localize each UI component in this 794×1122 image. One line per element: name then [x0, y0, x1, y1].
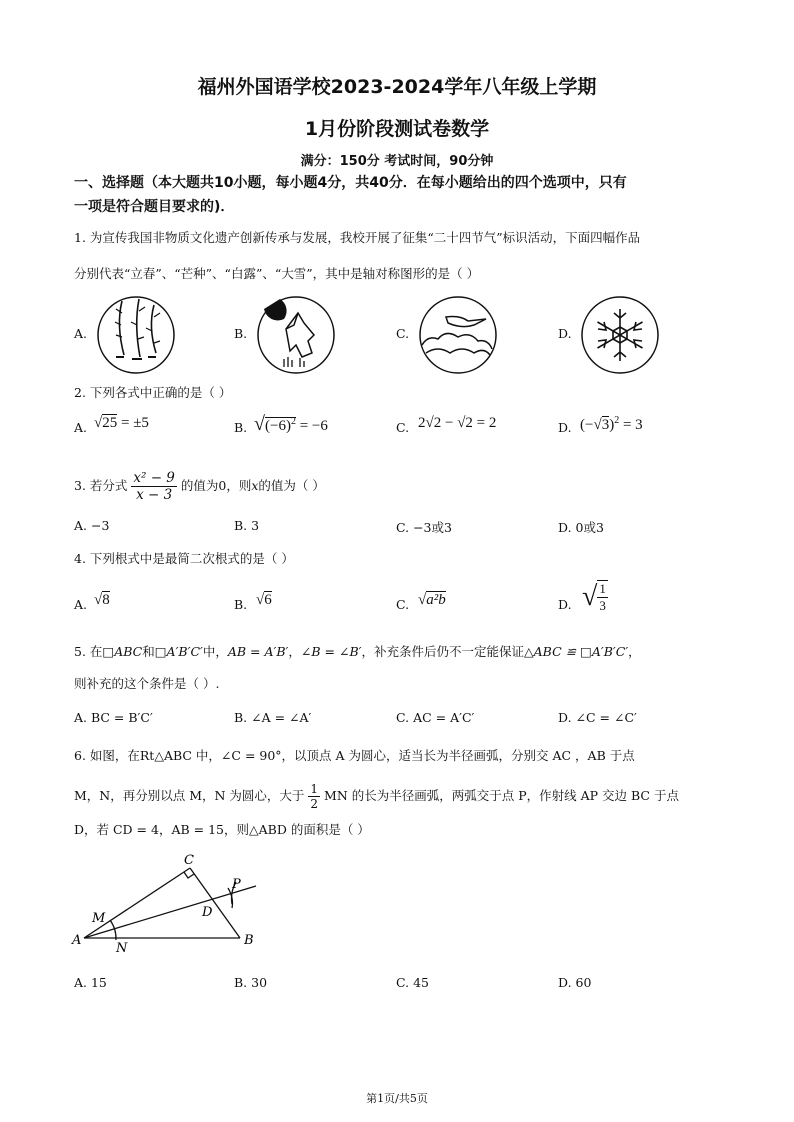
q4-option-b-expr: √6 — [256, 592, 272, 608]
q2-stem: 2. 下列各式中正确的是（ ） — [74, 385, 232, 400]
q2-b-base: (−6) — [264, 418, 291, 434]
q2-d-rhs: = 3 — [622, 417, 643, 433]
q6-option-a: A. 15 — [74, 975, 107, 990]
label-a: A — [72, 933, 82, 948]
q2-option-b-expr — [254, 413, 328, 436]
q6-option-b: B. 30 — [234, 975, 268, 990]
q5-option-b: B. ∠A = ∠A′ — [234, 710, 312, 725]
q3-var: x — [251, 478, 259, 493]
q2-option-d-label: D. — [558, 420, 572, 435]
q5-post: ，补充条件后仍不一定能保证 — [361, 644, 525, 659]
q6-line1: 6. 如图，在Rt△ABC 中，∠C = 90°，以顶点 A 为圆心，适当长为半径画弧，分别交 AC ，AB 于点 — [74, 748, 635, 763]
q1-option-c-image — [416, 295, 500, 375]
q6-line2-post: MN 的长为半径画弧，两弧交于点 P，作射线 AP 交边 BC 于点 — [324, 788, 679, 803]
q4-option-a-label: A. — [74, 597, 88, 612]
exam-subtitle: 1月份阶段测试卷数学 — [304, 118, 490, 140]
q5-cong: △ABC ≌ □A′B′C′ — [524, 644, 629, 659]
q5-line1 — [74, 642, 641, 660]
q6-triangle-figure — [60, 848, 270, 958]
label-b: B — [244, 933, 254, 948]
q5-comma: ， — [288, 644, 301, 659]
q2-a-rhs: = ±5 — [120, 415, 149, 431]
exam-meta: 满分：150分 考试时间，90分钟 — [300, 154, 494, 169]
q4-option-d-label: D. — [558, 597, 572, 612]
q3-stem — [74, 470, 325, 503]
q2-b-radicand — [265, 417, 296, 434]
q2-option-d-expr — [580, 415, 643, 434]
q5-tri2: □A′B′C′ — [154, 644, 203, 659]
label-n: N — [116, 941, 128, 956]
q3-post2: 的值为（ ） — [258, 478, 325, 493]
q1-option-d-label: D. — [558, 326, 572, 341]
q3-option-c: C. −3或3 — [396, 520, 452, 535]
q1-option-a-image — [94, 295, 178, 375]
q2-d-exp: 2 — [614, 415, 620, 426]
q5-mid: 中， — [202, 644, 228, 659]
q2-d-radicand: 3 — [601, 417, 610, 433]
label-c: C — [184, 853, 194, 868]
q4-d-fraction — [597, 580, 608, 614]
q2-d-open: (−√ — [580, 417, 602, 433]
q4-option-b-label: B. — [234, 597, 248, 612]
q6-line2 — [74, 782, 679, 811]
q2-a-radicand: 25 — [102, 415, 118, 431]
section-heading-line1: 一、选择题（本大题共10小题，每小题4分，共40分．在每小题给出的四个选项中，只有 — [74, 175, 627, 191]
right-angle-mark — [184, 872, 194, 878]
q5-and: 和 — [142, 644, 155, 659]
sqrt-symbol: √ — [582, 581, 598, 612]
q2-b-exp: 2 — [290, 416, 296, 427]
q2-option-a-expr — [94, 415, 149, 432]
segment-ac — [84, 868, 190, 938]
label-m: M — [92, 911, 106, 926]
q1-option-b-image — [254, 295, 338, 375]
q6-option-c: C. 45 — [396, 975, 429, 990]
q1-option-b-label: B. — [234, 326, 248, 341]
q4-d-num: 1 — [599, 581, 606, 596]
q5-line2: 则补充的这个条件是（ ）. — [74, 676, 220, 691]
q2-option-a-label: A. — [74, 420, 88, 435]
exam-title: 福州外国语学校2023-2024学年八年级上学期 — [197, 76, 597, 98]
q4-stem: 4. 下列根式中是最简二次根式的是（ ） — [74, 551, 294, 566]
q5-trailing-comma: ， — [628, 644, 641, 659]
q4-a-radicand: 8 — [102, 592, 110, 608]
q2-option-b-label: B. — [234, 420, 248, 435]
q3-option-d: D. 0或3 — [558, 520, 604, 535]
q2-d-close: ) — [609, 417, 615, 433]
q3-fraction — [131, 470, 177, 503]
q3-pre: 3. 若分式 — [74, 478, 128, 493]
q1-option-d-image — [578, 295, 662, 375]
q1-option-c-label: C. — [396, 326, 410, 341]
q2-option-c-label: C. — [396, 420, 410, 435]
q5-pre: 5. 在 — [74, 644, 103, 659]
q2-b-rhs: = −6 — [299, 418, 328, 434]
q3-denominator: x − 3 — [136, 487, 173, 503]
q5-option-c: C. AC = A′C′ — [396, 710, 475, 725]
q6-half-num: 1 — [310, 782, 319, 796]
q4-d-den: 3 — [599, 598, 606, 613]
q5-tri1: □ABC — [102, 644, 143, 659]
q3-post: 的值为0，则 — [180, 478, 252, 493]
q1-line1: 1. 为宣传我国非物质文化遗产创新传承与发展，我校开展了征集“二十四节气”标识活动，下面四幅作品 — [74, 230, 641, 245]
q6-line3: D，若 CD = 4，AB = 15，则△ABD 的面积是（ ） — [74, 822, 370, 837]
q4-c-radicand: a²b — [426, 592, 446, 608]
label-p: P — [232, 877, 241, 892]
q1-option-a-label: A. — [74, 326, 88, 341]
q5-option-d: D. ∠C = ∠C′ — [558, 710, 637, 725]
q3-option-a: A. −3 — [74, 518, 110, 533]
q6-half-fraction — [308, 782, 320, 811]
q3-numerator: x² − 9 — [133, 470, 175, 486]
q6-line2-pre: M，N，再分别以点 M，N 为圆心，大于 — [74, 788, 305, 803]
q3-option-b: B. 3 — [234, 518, 260, 533]
q4-option-c-expr: √a²b — [418, 592, 446, 608]
q1-line2: 分别代表“立春”、“芒种”、“白露”、“大雪”，其中是轴对称图形的是（ ） — [74, 266, 480, 281]
q5-cond2: ∠B = ∠B′ — [300, 644, 362, 659]
page-footer: 第1页/共5页 — [366, 1092, 428, 1105]
q2-option-c-expr: 2√2 − √2 = 2 — [418, 415, 497, 431]
section-heading-line2: 一项是符合题目要求的)． — [74, 199, 235, 215]
sqrt-symbol: √ — [254, 413, 265, 435]
q6-half-den: 2 — [310, 797, 319, 811]
q4-b-radicand: 6 — [264, 592, 272, 608]
q5-cond1: AB = A′B′ — [227, 644, 289, 659]
q4-option-c-label: C. — [396, 597, 410, 612]
q4-option-a-expr: √8 — [94, 592, 110, 608]
q4-option-d-expr — [582, 580, 608, 614]
sqrt-symbol: √ — [94, 415, 103, 431]
q6-option-d: D. 60 — [558, 975, 592, 990]
label-d: D — [202, 905, 213, 920]
q5-option-a: A. BC = B′C′ — [74, 710, 153, 725]
